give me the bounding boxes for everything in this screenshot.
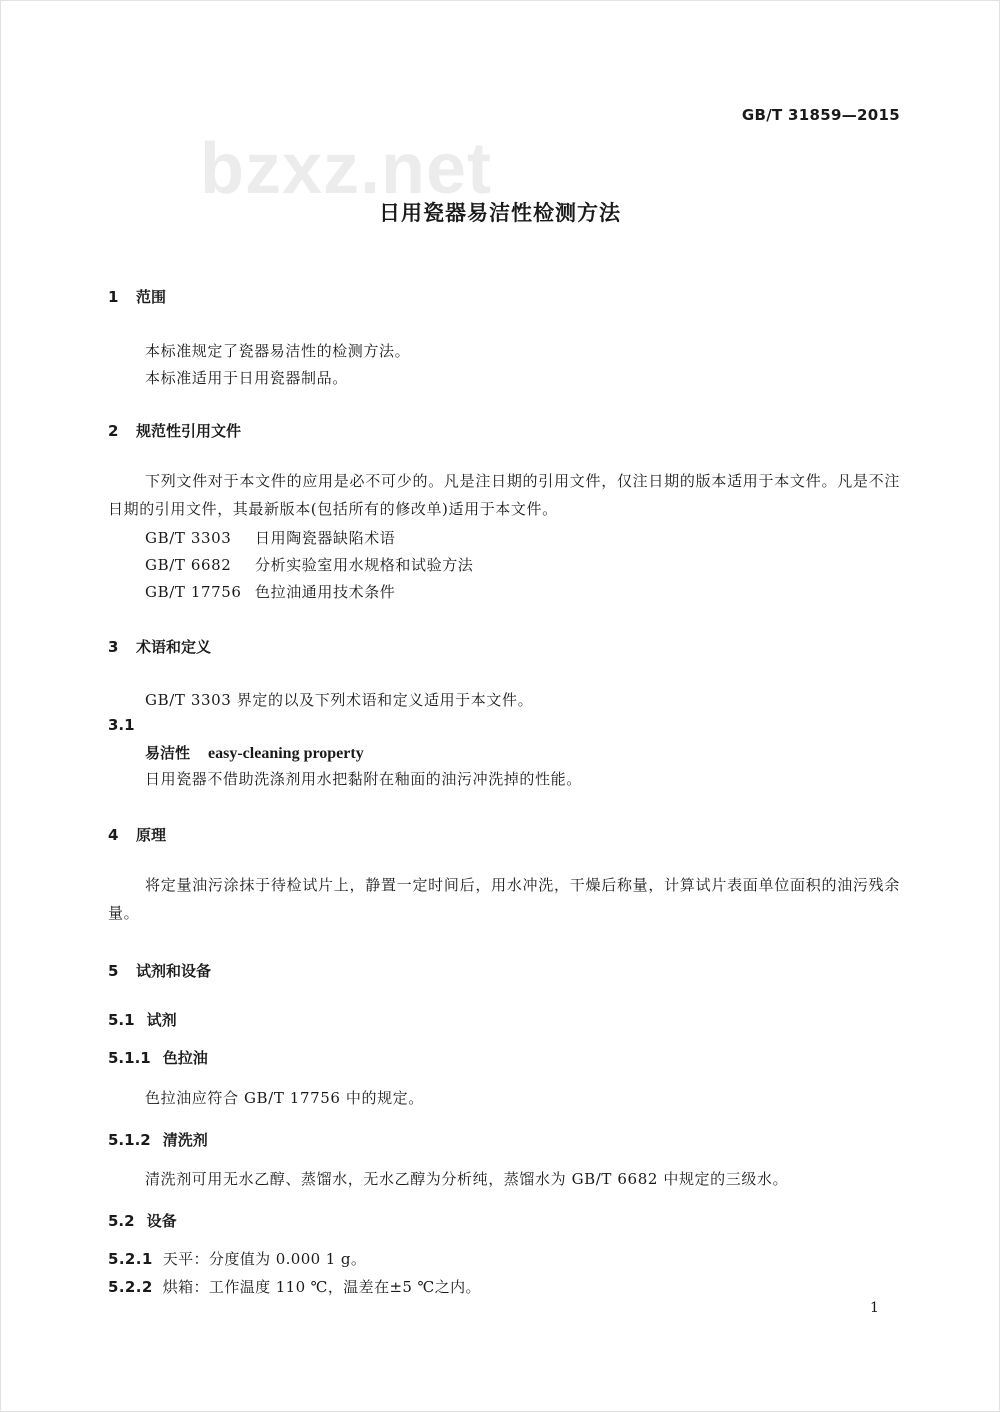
section-number: 2	[108, 422, 119, 440]
clause-title: 色拉油	[162, 1049, 208, 1067]
clause-5-1-1-heading	[108, 1047, 208, 1068]
paragraph: GB/T 3303 界定的以及下列术语和定义适用于本文件。	[145, 691, 534, 709]
standard-number: GB/T 31859—2015	[741, 106, 900, 124]
term-chinese: 易洁性	[145, 744, 191, 762]
section-number: 4	[108, 826, 119, 844]
paragraph: 本标准规定了瓷器易洁性的检测方法。	[145, 342, 411, 360]
paragraph: 本标准适用于日用瓷器制品。	[145, 369, 348, 387]
clause-number: 5.2	[108, 1212, 135, 1230]
clause-3-1-number: 3.1	[108, 716, 135, 734]
reference-item	[145, 554, 473, 575]
paragraph: 清洗剂可用无水乙醇、蒸馏水，无水乙醇为分析纯，蒸馏水为 GB/T 6682 中规定的三级水。	[145, 1170, 789, 1188]
clause-title: 设备	[146, 1212, 177, 1230]
term-entry	[145, 742, 364, 763]
paragraph: 下列文件对于本文件的应用是必不可少的。凡是注日期的引用文件，仅注日期的版本适用于本文件。凡是不注日期的引用文件，其最新版本(包括所有的修改单)适用于本文件。	[108, 472, 900, 518]
watermark: bzxz.net	[200, 129, 493, 209]
section-title: 范围	[136, 288, 167, 306]
reference-name: 分析实验室用水规格和试验方法	[255, 556, 474, 574]
clause-number: 5.1.1	[108, 1049, 151, 1067]
paragraph: 将定量油污涂抹于待检试片上，静置一定时间后，用水冲洗，干燥后称量，计算试片表面单位面积的油污残余量。	[108, 876, 900, 922]
section-4-heading	[108, 824, 166, 845]
section-title: 术语和定义	[136, 638, 212, 656]
clause-number: 5.1.2	[108, 1131, 151, 1149]
section-number: 3	[108, 638, 119, 656]
reference-code: GB/T 3303	[145, 529, 232, 547]
section-title: 试剂和设备	[136, 962, 212, 980]
clause-number: 5.2.1	[108, 1250, 153, 1268]
section-number: 1	[108, 288, 119, 306]
reference-name: 色拉油通用技术条件	[255, 583, 396, 601]
clause-title: 试剂	[146, 1011, 177, 1029]
clause-5-1-heading	[108, 1009, 177, 1030]
reference-code: GB/T 6682	[145, 556, 232, 574]
clause-5-1-2-heading	[108, 1129, 208, 1150]
section-1-heading	[108, 286, 166, 307]
section-title: 规范性引用文件	[136, 422, 242, 440]
section-5-heading	[108, 960, 211, 981]
term-english: easy-cleaning property	[208, 745, 364, 762]
reference-code: GB/T 17756	[145, 583, 242, 601]
term-definition: 日用瓷器不借助洗涤剂用水把黏附在釉面的油污冲洗掉的性能。	[145, 770, 582, 788]
clause-number: 5.2.2	[108, 1278, 153, 1296]
reference-item	[145, 527, 395, 548]
clause-5-2-heading	[108, 1210, 177, 1231]
section-3-heading	[108, 636, 211, 657]
clause-5-2-2-item	[108, 1276, 481, 1297]
clause-5-2-1-item	[108, 1248, 366, 1269]
clause-number: 5.1	[108, 1011, 135, 1029]
paragraph: 色拉油应符合 GB/T 17756 中的规定。	[145, 1089, 424, 1107]
clause-title: 清洗剂	[162, 1131, 208, 1149]
section-title: 原理	[136, 826, 167, 844]
clause-text: 烘箱：工作温度 110 ℃，温差在±5 ℃之内。	[162, 1278, 481, 1296]
reference-item	[145, 581, 395, 602]
section-number: 5	[108, 962, 119, 980]
reference-name: 日用陶瓷器缺陷术语	[255, 529, 396, 547]
section-2-heading	[108, 420, 241, 441]
clause-text: 天平：分度值为 0.000 1 g。	[162, 1250, 367, 1268]
document-title: 日用瓷器易洁性检测方法	[379, 201, 621, 225]
page-number: 1	[870, 1300, 879, 1316]
